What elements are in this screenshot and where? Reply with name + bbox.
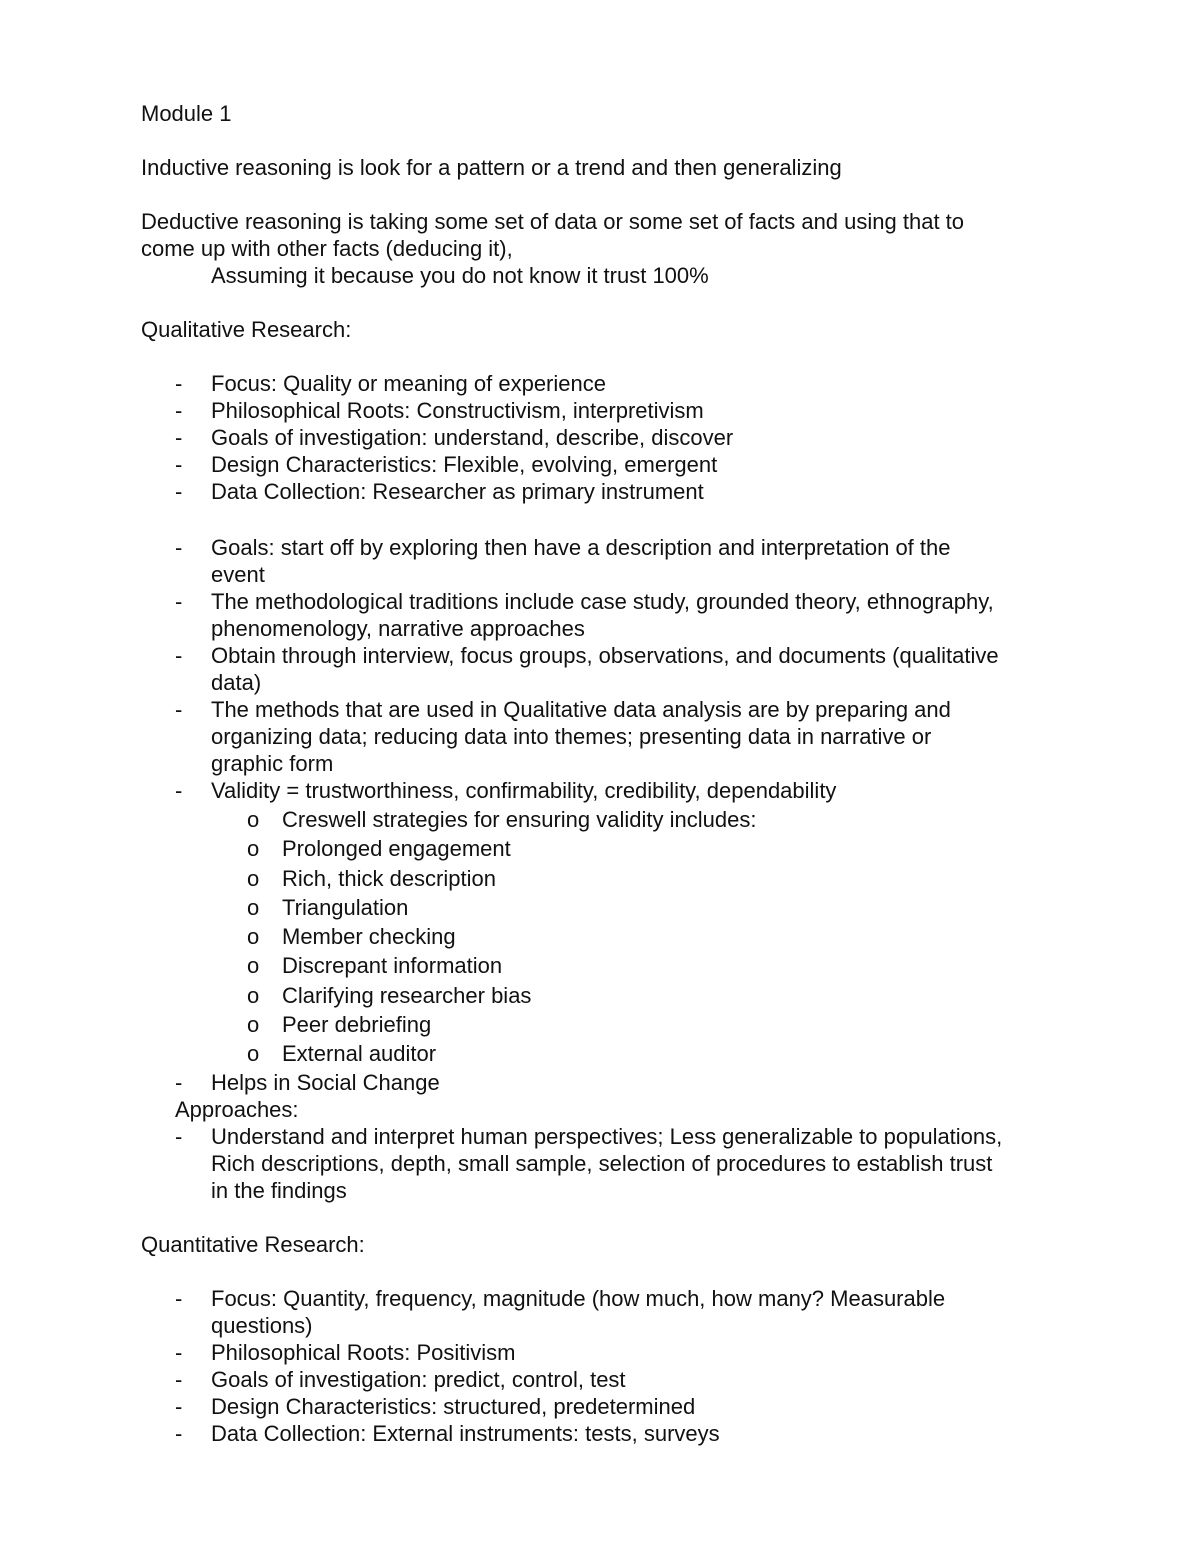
sub-list-item — [141, 922, 1071, 951]
sub-list-item — [141, 1010, 1071, 1039]
sub-list-item-text: Rich, thick description — [282, 865, 496, 891]
deductive-line: Deductive reasoning is taking some set of data or some set of facts and using that to — [141, 209, 965, 234]
dash-bullet: - — [175, 1123, 183, 1149]
list-item-text: Philosophical Roots: Constructivism, interpretivism — [211, 398, 704, 423]
spacer — [141, 1204, 1071, 1231]
spacer — [141, 289, 1071, 316]
validity-strategies-list — [141, 805, 1071, 1069]
list-item — [141, 1339, 1071, 1366]
dash-bullet: - — [175, 589, 183, 614]
list-item-text: Data Collection: Researcher as primary instrument — [211, 479, 704, 504]
deductive-line: come up with other facts (deducing it), — [141, 236, 513, 261]
quantitative-list — [141, 1285, 1071, 1447]
sub-list-item-text: Clarifying researcher bias — [282, 982, 532, 1008]
dash-bullet: - — [175, 535, 183, 560]
dash-bullet: - — [175, 371, 183, 396]
list-item-line: Philosophical Roots: Positivism — [211, 1339, 516, 1365]
inductive-paragraph: Inductive reasoning is look for a pattern or a trend and then generalizing — [141, 155, 842, 180]
sub-list-item — [141, 805, 1071, 834]
sub-list-item — [141, 864, 1071, 893]
sub-list-item-text: External auditor — [282, 1041, 437, 1067]
list-item-line: Goals: start off by exploring then have a description and interpretation of the — [211, 535, 951, 560]
list-item-line: graphic form — [211, 751, 334, 776]
list-item — [141, 451, 1071, 478]
list-item — [141, 478, 1071, 505]
list-item-text: Goals of investigation: understand, describe, discover — [211, 425, 734, 450]
circle-bullet: o — [247, 1012, 260, 1038]
list-item — [141, 1420, 1071, 1447]
document-page — [141, 100, 1071, 1447]
list-item-line: in the findings — [211, 1177, 347, 1203]
list-item-line: Understand and interpret human perspectives; Less generalizable to populations, — [211, 1123, 1003, 1149]
deductive-indented-line: Assuming it because you do not know it trust 100% — [211, 263, 709, 288]
circle-bullet: o — [247, 1041, 260, 1067]
module-title: Module 1 — [141, 101, 232, 126]
spacer — [141, 505, 1071, 534]
quantitative-heading: Quantitative Research: — [141, 1231, 365, 1257]
sub-list-item-text: Creswell strategies for ensuring validity includes: — [282, 807, 757, 832]
dash-bullet: - — [175, 398, 183, 423]
circle-bullet: o — [247, 807, 260, 832]
dash-bullet: - — [175, 1393, 183, 1419]
list-item-line: Obtain through interview, focus groups, observations, and documents (qualitative — [211, 643, 999, 668]
sub-list-item-text: Member checking — [282, 924, 456, 950]
circle-bullet: o — [247, 894, 260, 920]
list-item — [141, 777, 1071, 804]
spacer — [141, 181, 1071, 208]
sub-list-item-text: Triangulation — [282, 894, 409, 920]
qualitative-summary-list — [141, 370, 1071, 505]
sub-list-item-text: Discrepant information — [282, 953, 503, 979]
list-item — [141, 696, 1071, 777]
dash-bullet: - — [175, 1420, 183, 1446]
deductive-paragraph — [141, 208, 1071, 289]
list-item-line: organizing data; reducing data into themes; presenting data in narrative or — [211, 724, 932, 749]
list-item-approaches — [141, 1123, 1071, 1204]
list-item-line: Focus: Quantity, frequency, magnitude (how much, how many? Measurable — [211, 1285, 946, 1311]
circle-bullet: o — [247, 953, 260, 979]
list-item — [141, 424, 1071, 451]
dash-bullet: - — [175, 425, 183, 450]
list-item-line: The methodological traditions include case study, grounded theory, ethnography, — [211, 589, 994, 614]
list-item-line: Validity = trustworthiness, confirmability, credibility, dependability — [211, 778, 837, 803]
sub-list-item — [141, 834, 1071, 863]
spacer — [141, 127, 1071, 154]
list-item — [141, 370, 1071, 397]
sub-list-item — [141, 951, 1071, 980]
approaches-label: Approaches: — [175, 1096, 299, 1122]
dash-bullet: - — [175, 452, 183, 477]
circle-bullet: o — [247, 836, 260, 862]
sub-list-item-text: Prolonged engagement — [282, 836, 511, 862]
list-item — [141, 534, 1071, 588]
list-item-text: Helps in Social Change — [211, 1069, 440, 1095]
dash-bullet: - — [175, 778, 183, 803]
spacer — [141, 343, 1071, 370]
list-item — [141, 642, 1071, 696]
sub-list-item-text: Peer debriefing — [282, 1012, 432, 1038]
circle-bullet: o — [247, 924, 260, 950]
dash-bullet: - — [175, 1366, 183, 1392]
circle-bullet: o — [247, 982, 260, 1008]
list-item-line: Goals of investigation: predict, control, test — [211, 1366, 626, 1392]
list-item — [141, 588, 1071, 642]
dash-bullet: - — [175, 1285, 183, 1311]
list-item — [141, 1285, 1071, 1339]
list-item-line: event — [211, 562, 265, 587]
list-item-text: Focus: Quality or meaning of experience — [211, 371, 606, 396]
list-item — [141, 1393, 1071, 1420]
list-item-text: Design Characteristics: Flexible, evolving, emergent — [211, 452, 718, 477]
qualitative-detail-list — [141, 534, 1071, 804]
dash-bullet: - — [175, 643, 183, 668]
list-item-line: questions) — [211, 1312, 313, 1338]
dash-bullet: - — [175, 479, 183, 504]
sub-list-item — [141, 1039, 1071, 1068]
list-item-line: Design Characteristics: structured, predetermined — [211, 1393, 696, 1419]
list-item-line: phenomenology, narrative approaches — [211, 616, 585, 641]
circle-bullet: o — [247, 865, 260, 891]
dash-bullet: - — [175, 697, 183, 722]
dash-bullet: - — [175, 1069, 183, 1095]
list-item-line: Data Collection: External instruments: tests, surveys — [211, 1420, 720, 1446]
list-item — [141, 397, 1071, 424]
list-item-line: data) — [211, 670, 262, 695]
list-item — [141, 1366, 1071, 1393]
sub-list-item — [141, 981, 1071, 1010]
list-item-line: Rich descriptions, depth, small sample, selection of procedures to establish trust — [211, 1150, 993, 1176]
qualitative-heading: Qualitative Research: — [141, 317, 352, 342]
spacer — [141, 1258, 1071, 1285]
dash-bullet: - — [175, 1339, 183, 1365]
list-item-social-change — [141, 1069, 1071, 1096]
sub-list-item — [141, 893, 1071, 922]
list-item-line: The methods that are used in Qualitative data analysis are by preparing and — [211, 697, 951, 722]
